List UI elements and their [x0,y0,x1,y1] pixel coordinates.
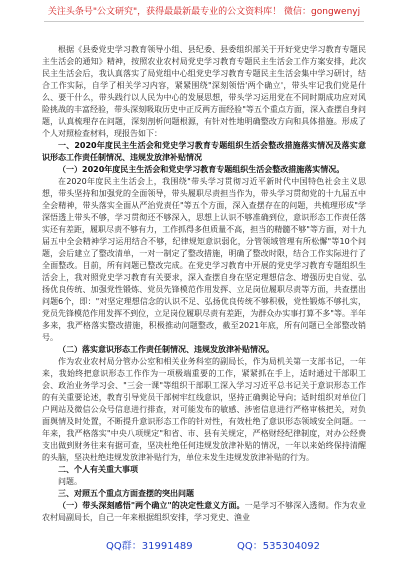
qq-number: QQ：535304092 [237,541,321,552]
section-heading-1: 一、2020年度民主生活会和党史学习教育专题组织生活会整改措施落实情况及落实意识形态工作责任制情况、违规发放津补贴情况 [42,141,366,162]
section-heading-3: 三、对照五个重点方面查摆的突出问题 [58,489,194,498]
header-banner: 关注头条号"公文研究"，获得最最新最专业的公文资料库！ 微信：gongwenyj [47,7,361,17]
qq-group-number: QQ群：31991489 [106,541,193,552]
section-2-paragraph: 问题。 [58,477,82,486]
intro-paragraph: 根据《县委党史学习教育领导小组、县纪委、县委组织部关于开好党史学习教育专题民主生活会的通知》精神，按照农业农村局党史学习教育专题民主生活会工作方案安排，此次民主生活会后，我认真落实了局党组中心组党史学习教育专题民主生活会集中学习研讨，结合工作实际，自学了相关学习内容，紧紧围绕"深刻领悟'两个确立'，带头牢记我们党是什么、要干什么，带头践行以人民为中心的发展思想，带头学习运用党在不同时期成功应对风险挑战的丰富经验，带头深刻吸取历史中正反两方面经验"等五个重点方面，深入查摆自身问题，认真梳理存在问题，深刻剖析问题根源，有针对性地明确整改方向和具体措施。形成了个人对照检查材料，现报告如下： [42,45,366,138]
subsection-heading-1: （一）2020年度民主生活会和党史学习教育专题组织生活会整改措施落实情况。 [58,165,345,174]
section-1-paragraph-1: 在2020年度民主生活会上，我围绕"带头学习贯彻习近平新时代中国特色社会主义思想，带头坚持和加强党的全面领导，带头履职尽责担当作为，带头学习贯彻党的十九届五中全会精神，带头落实全面从严治党责任"等五个方面，深入查摆存在的问题，共梳理形成"学深悟透上带头不够，学习贯彻还不够深入，思想上认识不够准确到位，意识形态工作责任落实还有差距，履职尽责不够有力，工作抓得多但质量不高，担当的精髓不够"等方面，对十九届五中全会精神学习运用结合不够，纪律规矩意识弱化，分管领域管理有所松懈"等10个问题，会后建立了整改清单，一对一制定了整改措施，明确了整改时限，结合工作实际进行了全面整改。目前，所有问题已整改完成。在党史学习教育中开展的党史学习教育专题组织生活会上，我对照党史学习教育有关要求，深入查摆自身在坚定理想信念、增强历史自觉、弘扬优良传统、加强党性锻炼、党员先锋模范作用发挥、立足岗位履职尽责等方面，共查摆出问题6个，即："对坚定理想信念的认识不足、弘扬优良传统不够积极，党性锻炼不够扎实，党员先锋模范作用发挥不到位，立足岗位履职尽责有差距，为群众办实事打算不多"等。半年多来，我严格落实整改措施，积极推动问题整改，截至2021年底，所有问题已全部整改销号。 [42,177,366,342]
document-body [42,44,366,530]
section-heading-2: 二、个人有关重大事项 [58,465,138,474]
header-divider [44,21,364,22]
section-3-paragraph-1 [42,500,366,524]
section-1-paragraph-2: 作为农业农村局分管办公室和相关业务科室的副局长，作为局机关第一支部书记，一年来，我始终把意识形态工作作为一项极端重要的工作，紧紧抓在手上，适时通过干部职工会、政治业务学习会、"三会一课"等组织干部职工深入学习习近平总书记关于意识形态工作的有关重要论述，教育引导党员干部树牢红线意识，坚持正确舆论导向；适时组织对单位门户网站及微信公众号信息进行排查，对可能发布的敏感、涉密信息进行严格审核把关，对负面舆情及时处置，不断提升意识形态工作的针对性，有效杜绝了意识形态领域安全问题。一年来，我严格落实"中央八项规定"和省、市、县有关规定，严格财经纪律制度，对办公经费支出做到财务往来有据可查，坚决杜绝任何违规发放津补贴的情况，一年以来始终保持清醒的头脑，坚决杜绝违规发放津补贴行为，单位未发生违规发放津补贴的行为。 [42,357,366,462]
subsection-heading-2: （二）落实意识形态工作责任制情况、违规发放津补贴情况。 [58,345,274,354]
footer-contact [0,540,408,554]
subsection-heading-3: （一）带头深刻感悟"两个确立"的决定性意义方面。 [58,501,245,510]
section-3-paragraph-text: 一是学习不够深入透彻。作为农业农村局副局长，自己一年来根据组织安排，学习党史、渔业 [42,501,366,522]
